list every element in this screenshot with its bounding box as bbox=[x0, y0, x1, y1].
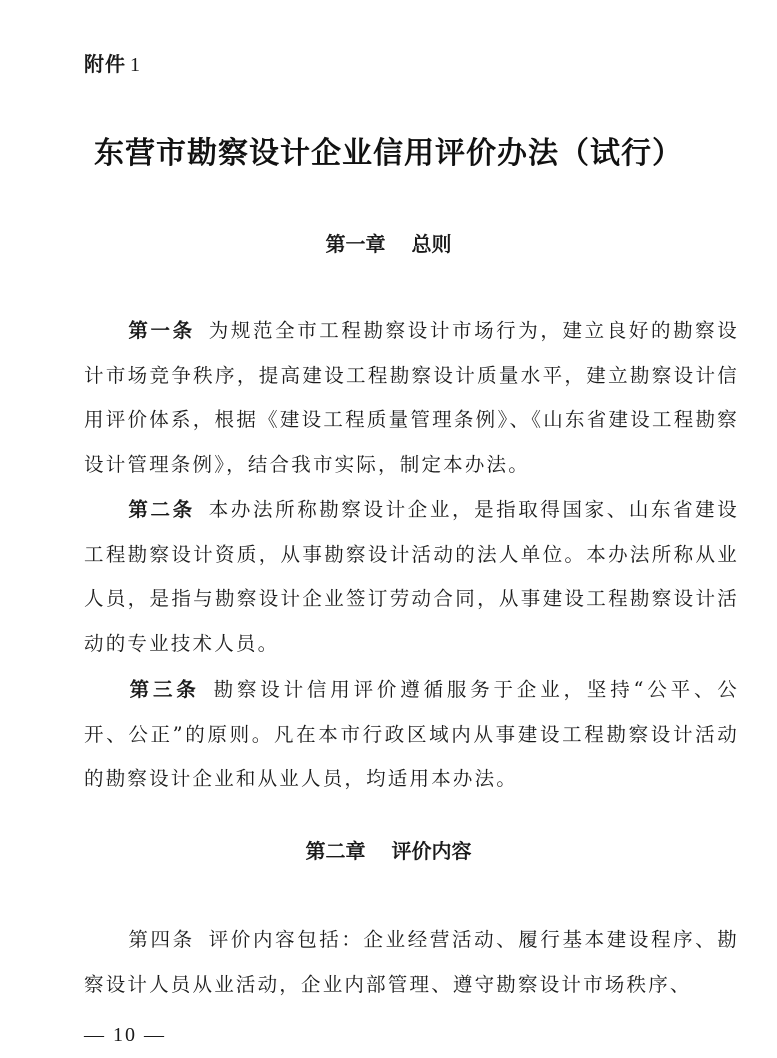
article-label: 第二条 bbox=[128, 498, 195, 521]
article-paragraph bbox=[84, 668, 739, 802]
page-number: — 10 — bbox=[84, 1024, 166, 1046]
chapter-name: 评价内容 bbox=[391, 839, 472, 863]
article-text: 为规范全市工程勘察设计市场行为，建立良好的勘察设计市场竞争秩序，提高建设工程勘察设计质量水平，建立勘察设计信用评价体系，根据《建设工程质量管理条例》、《山东省建设工程勘察设计管理条例》，结合我市实际，制定本办法。 bbox=[84, 319, 739, 476]
article-label: 第三条 bbox=[128, 678, 200, 701]
article-text: 评价内容包括：企业经营活动、履行基本建设程序、勘察设计人员从业活动，企业内部管理、遵守勘察设计市场秩序、 bbox=[84, 928, 739, 996]
chapter-number: 第二章 bbox=[305, 839, 366, 863]
article-paragraph bbox=[84, 309, 739, 487]
article-paragraph bbox=[84, 488, 739, 666]
attachment-text: 附件 bbox=[84, 52, 126, 76]
chapter-name: 总则 bbox=[411, 232, 452, 256]
attachment-label bbox=[84, 48, 141, 77]
chapter-heading bbox=[0, 228, 777, 257]
article-label: 第四条 bbox=[128, 928, 195, 951]
article-label: 第一条 bbox=[128, 319, 195, 342]
article-paragraph bbox=[84, 918, 739, 1007]
article-text: 勘察设计信用评价遵循服务于企业，坚持“公平、公开、公正”的原则。凡在本市行政区域内从事建设工程勘察设计活动的勘察设计企业和从业人员，均适用本办法。 bbox=[84, 678, 739, 790]
attachment-number: 1 bbox=[130, 54, 141, 76]
chapter-number: 第一章 bbox=[325, 232, 386, 256]
article-text: 本办法所称勘察设计企业，是指取得国家、山东省建设工程勘察设计资质，从事勘察设计活动的法人单位。本办法所称从业人员，是指与勘察设计企业签订劳动合同，从事建设工程勘察设计活动的专业技术人员。 bbox=[84, 498, 739, 655]
chapter-heading bbox=[0, 835, 777, 864]
document-title: 东营市勘察设计企业信用评价办法（试行） bbox=[94, 136, 683, 171]
